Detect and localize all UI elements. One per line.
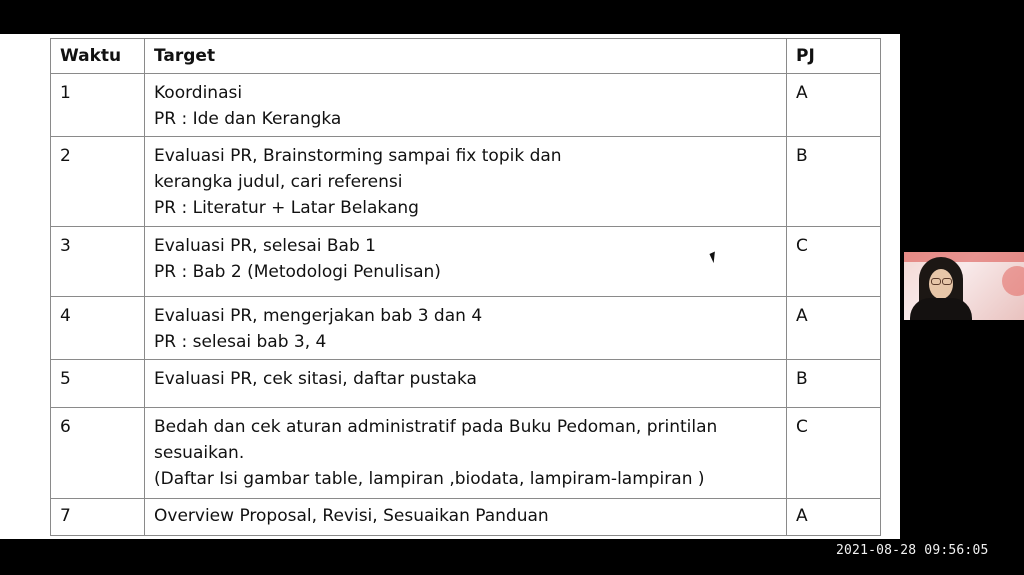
target-line: PR : Bab 2 (Metodologi Penulisan) — [154, 262, 441, 282]
target-line: sesuaikan. — [154, 443, 245, 463]
cell-target — [145, 360, 787, 408]
table-row — [51, 408, 881, 499]
cell-pj: B — [787, 137, 881, 227]
target-line: kerangka judul, cari referensi — [154, 172, 403, 192]
target-line: Evaluasi PR, cek sitasi, daftar pustaka — [154, 369, 477, 389]
recording-timestamp: 2021-08-28 09:56:05 — [836, 543, 989, 558]
participant-body — [910, 298, 972, 320]
target-line: (Daftar Isi gambar table, lampiran ,biodata, lampiram-lampiran ) — [154, 469, 705, 489]
cell-target — [145, 74, 787, 137]
cell-time: 2 — [51, 137, 145, 227]
target-line: PR : Ide dan Kerangka — [154, 109, 342, 129]
target-line: Evaluasi PR, selesai Bab 1 — [154, 236, 376, 256]
cell-pj: B — [787, 360, 881, 408]
shared-slide — [0, 34, 900, 539]
cell-time: 5 — [51, 360, 145, 408]
table-row — [51, 360, 881, 408]
table-row — [51, 227, 881, 297]
glasses-right — [942, 278, 952, 285]
target-line: Overview Proposal, Revisi, Sesuaikan Panduan — [154, 506, 549, 526]
participant-video[interactable] — [904, 252, 1024, 320]
cell-pj: A — [787, 74, 881, 137]
table-row — [51, 74, 881, 137]
cell-pj: C — [787, 227, 881, 297]
cell-target — [145, 137, 787, 227]
table-row — [51, 297, 881, 360]
table-row — [51, 499, 881, 536]
video-background-decoration — [1002, 266, 1024, 296]
video-background-banner — [904, 252, 1024, 262]
cell-pj: A — [787, 297, 881, 360]
cell-pj: A — [787, 499, 881, 536]
header-pj: PJ — [787, 39, 881, 74]
cell-time: 7 — [51, 499, 145, 536]
cell-target — [145, 499, 787, 536]
cell-time: 1 — [51, 74, 145, 137]
table-row — [51, 137, 881, 227]
cell-target — [145, 297, 787, 360]
schedule-table — [50, 38, 881, 536]
target-line: Bedah dan cek aturan administratif pada Buku Pedoman, printilan — [154, 417, 718, 437]
target-line: Evaluasi PR, mengerjakan bab 3 dan 4 — [154, 306, 483, 326]
cell-time: 6 — [51, 408, 145, 499]
cell-time: 3 — [51, 227, 145, 297]
target-line: PR : selesai bab 3, 4 — [154, 332, 327, 352]
target-line: Koordinasi — [154, 83, 243, 103]
cell-target — [145, 227, 787, 297]
header-target: Target — [145, 39, 787, 74]
table-header-row — [51, 39, 881, 74]
cell-target — [145, 408, 787, 499]
header-time: Waktu — [51, 39, 145, 74]
target-line: Evaluasi PR, Brainstorming sampai fix topik dan — [154, 146, 562, 166]
cell-pj: C — [787, 408, 881, 499]
target-line: PR : Literatur + Latar Belakang — [154, 198, 419, 218]
cell-time: 4 — [51, 297, 145, 360]
glasses-left — [931, 278, 941, 285]
